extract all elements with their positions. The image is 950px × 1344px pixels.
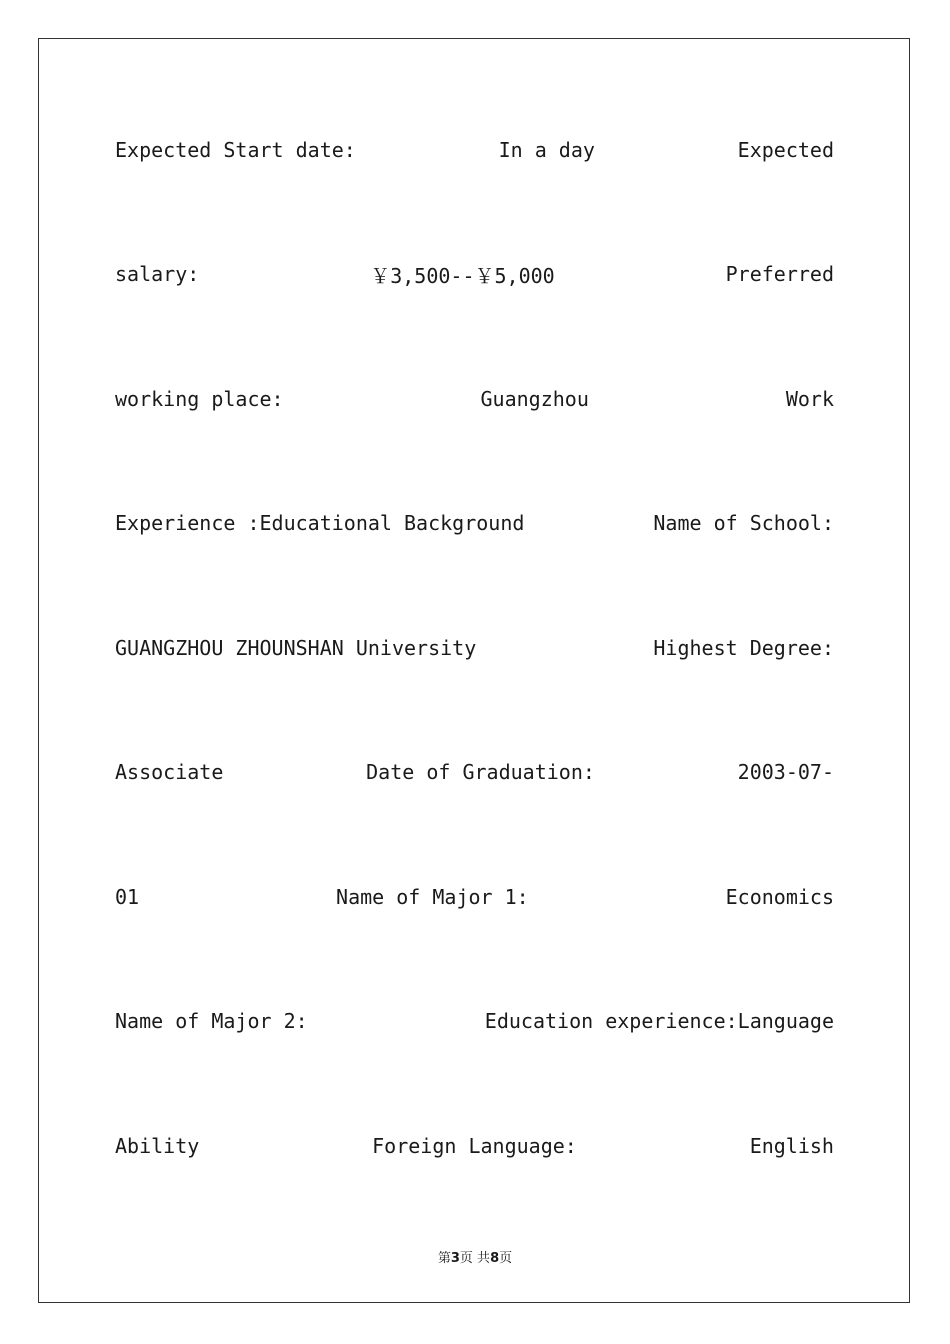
text-line-8: [115, 1006, 834, 1036]
text-line-5: [115, 633, 834, 663]
text-segment: Expected Start date:: [115, 138, 356, 162]
text-line-6: [115, 757, 834, 787]
text-segment: In a day: [498, 138, 595, 162]
text-segment: 01: [115, 885, 140, 909]
text-segment: Guangzhou: [480, 387, 589, 411]
text-segment: Expected: [737, 138, 834, 162]
text-segment: Preferred: [725, 262, 834, 286]
text-segment: Ability: [115, 1134, 200, 1158]
current-page-number: 3: [450, 1251, 460, 1266]
text-line-7: [115, 882, 834, 912]
text-segment: ￥3,500--￥5,000: [370, 263, 555, 288]
text-segment: Associate: [115, 760, 224, 784]
text-line-2: [115, 259, 834, 289]
text-line-3: [115, 384, 834, 414]
footer-middle: 页 共: [459, 1251, 491, 1266]
text-segment: working place:: [115, 387, 284, 411]
text-segment: Name of Major 1:: [336, 885, 529, 909]
total-pages-number: 8: [490, 1251, 500, 1266]
text-segment: English: [749, 1134, 834, 1158]
text-segment: salary:: [115, 262, 200, 286]
text-line-1: [115, 135, 834, 165]
text-segment: Experience :Educational Background: [115, 511, 525, 535]
text-segment: Work: [785, 387, 834, 411]
text-segment: Foreign Language:: [372, 1134, 577, 1158]
footer-prefix: 第: [437, 1251, 451, 1266]
text-segment: Date of Graduation:: [366, 760, 595, 784]
text-segment: Name of Major 2:: [115, 1009, 308, 1033]
text-line-4: [115, 508, 834, 538]
footer-suffix: 页: [499, 1251, 513, 1266]
text-segment: Education experience:Language: [484, 1009, 834, 1033]
text-line-9: [115, 1131, 834, 1161]
text-segment: 2003-07-: [737, 760, 834, 784]
page-number-footer: [0, 1247, 950, 1266]
text-segment: Economics: [725, 885, 834, 909]
text-segment: Highest Degree:: [653, 636, 834, 660]
page-border: [38, 38, 910, 1303]
text-segment: GUANGZHOU ZHOUNSHAN University: [115, 636, 477, 660]
text-segment: Name of School:: [653, 511, 834, 535]
